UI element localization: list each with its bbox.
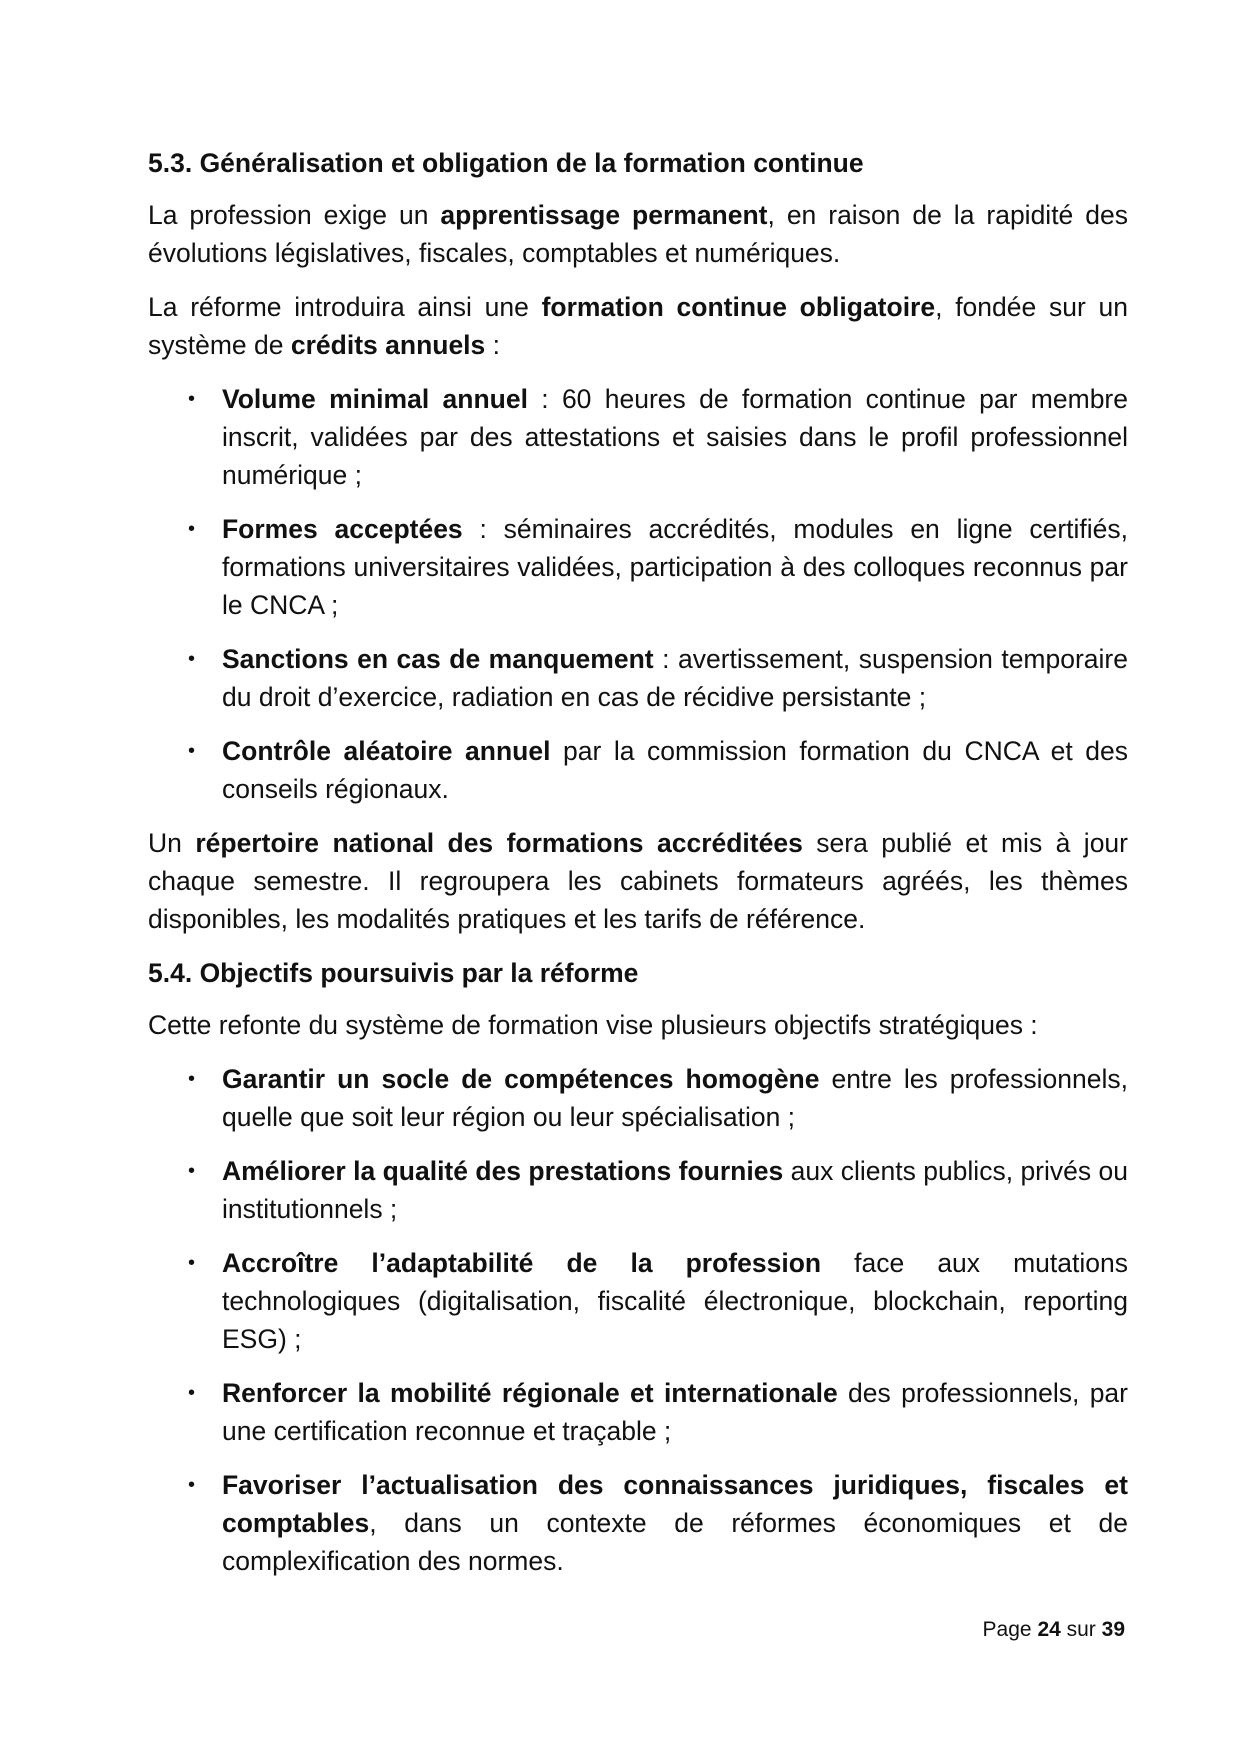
bullet-list-objectifs <box>148 1060 1128 1580</box>
list-item: • Renforcer la mobilité régionale et internationale des professionnels, par une certification reconnue et traçable ; <box>148 1374 1128 1450</box>
bullet-icon: • <box>188 1382 196 1404</box>
page-number: 24 <box>1037 1618 1061 1641</box>
list-item: • Améliorer la qualité des prestations fournies aux clients publics, privés ou institutionnels ; <box>148 1152 1128 1228</box>
list-item: • Sanctions en cas de manquement : avertissement, suspension temporaire du droit d’exercice, radiation en cas de récidive persistante ; <box>148 640 1128 716</box>
paragraph-formation-obligatoire: La réforme introduira ainsi une formation continue obligatoire, fondée sur un système de crédits annuels : <box>148 292 1128 360</box>
document-page <box>148 144 1128 1596</box>
paragraph-apprentissage: La profession exige un apprentissage permanent, en raison de la rapidité des évolutions législatives, fiscales, comptables et numériques. <box>148 200 1128 268</box>
bullet-list-credits <box>148 380 1128 808</box>
list-item: • Accroître l’adaptabilité de la profession face aux mutations technologiques (digitalisation, fiscalité électronique, blockchain, reporting ESG) ; <box>148 1244 1128 1358</box>
list-item: • Volume minimal annuel : 60 heures de formation continue par membre inscrit, validées par des attestations et saisies dans le profil professionnel numérique ; <box>148 380 1128 494</box>
total-pages: 39 <box>1101 1618 1125 1641</box>
bullet-icon: • <box>188 1068 196 1090</box>
bullet-icon: • <box>188 1474 196 1496</box>
paragraph-objectifs-intro: Cette refonte du système de formation vise plusieurs objectifs stratégiques : <box>148 1010 1038 1040</box>
paragraph-repertoire: Un répertoire national des formations accréditées sera publié et mis à jour chaque semestre. Il regroupera les cabinets formateurs agréés, les thèmes disponibles, les modalités pratiques et les tarifs de référence. <box>148 828 1128 934</box>
list-item: • Formes acceptées : séminaires accrédités, modules en ligne certifiés, formations universitaires validées, participation à des colloques reconnus par le CNCA ; <box>148 510 1128 624</box>
list-item: • Favoriser l’actualisation des connaissances juridiques, fiscales et comptables, dans un contexte de réformes économiques et de complexification des normes. <box>148 1466 1128 1580</box>
bullet-icon: • <box>188 648 196 670</box>
bullet-icon: • <box>188 1252 196 1274</box>
section-heading-5-3: 5.3. Généralisation et obligation de la formation continue <box>148 148 864 178</box>
list-item: • Garantir un socle de compétences homogène entre les professionnels, quelle que soit leur région ou leur spécialisation ; <box>148 1060 1128 1136</box>
bullet-icon: • <box>188 740 196 762</box>
page-footer: Page 24 sur 39 <box>982 1618 1125 1641</box>
bullet-icon: • <box>188 518 196 540</box>
bullet-icon: • <box>188 388 196 410</box>
bullet-icon: • <box>188 1160 196 1182</box>
list-item: • Contrôle aléatoire annuel par la commission formation du CNCA et des conseils régionaux. <box>148 732 1128 808</box>
section-heading-5-4: 5.4. Objectifs poursuivis par la réforme <box>148 958 639 988</box>
